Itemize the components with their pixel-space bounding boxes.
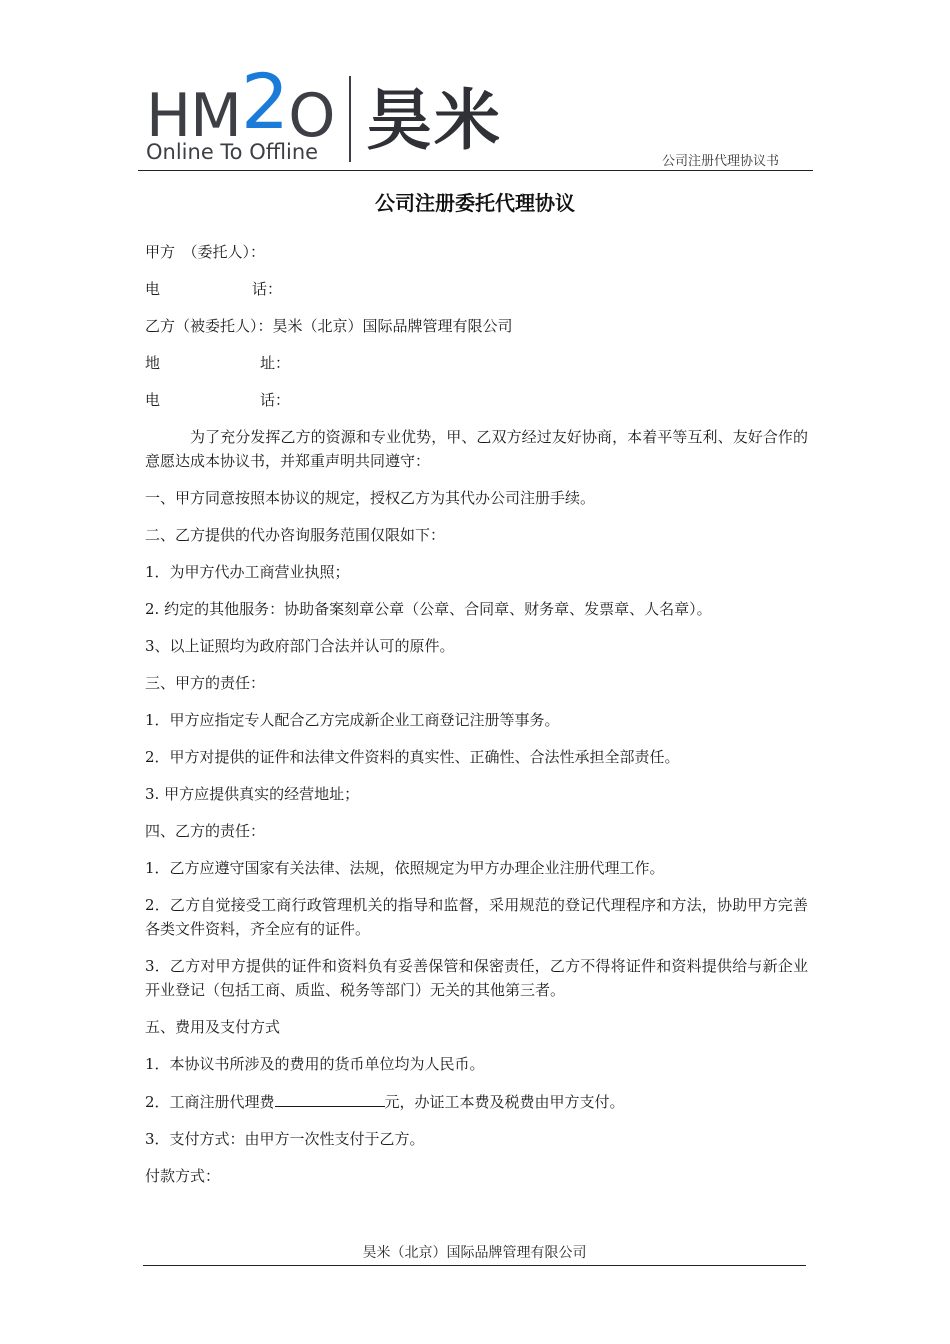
section-1: 一、甲方同意按照本协议的规定，授权乙方为其代办公司注册手续。: [145, 489, 596, 507]
addr-label-b: 址：: [260, 354, 291, 372]
section-3: 三、甲方的责任：: [145, 674, 266, 692]
header-rule: [138, 170, 813, 171]
fee-label: 2．工商注册代理费: [145, 1093, 275, 1111]
header-document-title: 公司注册代理协议书: [661, 154, 779, 169]
section-5-item-2: [145, 1089, 808, 1114]
document-title: 公司注册委托代理协议: [375, 191, 575, 215]
party-b-tel-line: [145, 388, 808, 412]
intro-paragraph: 为了充分发挥乙方的资源和专业优势，甲、乙双方经过友好协商，本着平等互利、友好合作的意愿达成本协议书，并郑重声明共同遵守：: [145, 428, 808, 470]
tel-label-b: 话：: [252, 280, 283, 298]
section-5: 五、费用及支付方式: [145, 1018, 281, 1036]
footer-rule: [143, 1265, 806, 1266]
section-3-item-2: 2．甲方对提供的证件和法律文件资料的真实性、正确性、合法性承担全部责任。: [145, 748, 680, 766]
section-2-item-3: 3、以上证照均为政府部门合法并认可的原件。: [145, 637, 455, 655]
section-4-item-3: 3．乙方对甲方提供的证件和资料负有妥善保管和保密责任，乙方不得将证件和资料提供给与新企业开业登记（包括工商、质监、税务等部门）无关的其他第三者。: [145, 957, 808, 999]
section-5-item-1: 1．本协议书所涉及的费用的货币单位均为人民币。: [145, 1055, 485, 1073]
document-body: [145, 240, 808, 1201]
section-4-item-2: 2．乙方自觉接受工商行政管理机关的指导和监督，采用规范的登记代理程序和方法，协助甲方完善各类文件资料，齐全应有的证件。: [145, 896, 808, 938]
logo-prefix: HM: [146, 81, 241, 151]
section-3-item-3: 3. 甲方应提供真实的经营地址；: [145, 785, 360, 803]
tel-label-a: 电: [145, 280, 161, 298]
section-4: 四、乙方的责任：: [145, 822, 266, 840]
party-a-tel-line: [145, 277, 808, 301]
logo-two: 2: [240, 57, 289, 146]
hm2o-logo: [146, 57, 335, 151]
section-2-item-1: 1．为甲方代办工商营业执照；: [145, 563, 350, 581]
fee-blank-field: [275, 1089, 385, 1107]
tel2-label-a: 电: [145, 391, 161, 409]
addr-label-a: 地: [145, 354, 161, 372]
section-2: 二、乙方提供的代办咨询服务范围仅限如下：: [145, 526, 446, 544]
logo-tagline: Online To Offline: [146, 140, 319, 164]
logo-suffix: O: [288, 81, 335, 151]
fee-suffix: 元，办证工本费及税费由甲方支付。: [384, 1093, 625, 1111]
section-4-item-1: 1．乙方应遵守国家有关法律、法规，依照规定为甲方办理企业注册代理工作。: [145, 859, 665, 877]
logo-separator: [349, 76, 351, 162]
footer-company: 昊米（北京）国际品牌管理有限公司: [362, 1245, 587, 1261]
section-2-item-2: 2. 约定的其他服务：协助备案刻章公章（公章、合同章、财务章、发票章、人名章）。: [145, 600, 712, 618]
section-3-item-1: 1．甲方应指定专人配合乙方完成新企业工商登记注册等事务。: [145, 711, 560, 729]
party-b-address-line: [145, 351, 808, 375]
page-header: [138, 57, 813, 172]
payment-method: 付款方式：: [145, 1167, 221, 1185]
logo-chinese-name: 昊米: [366, 82, 502, 159]
party-b-line: 乙方（被委托人）：昊米（北京）国际品牌管理有限公司: [145, 317, 513, 335]
tel2-label-b: 话：: [260, 391, 291, 409]
party-a-line: 甲方 （委托人）：: [145, 243, 266, 261]
section-5-item-3: 3．支付方式：由甲方一次性支付于乙方。: [145, 1130, 425, 1148]
